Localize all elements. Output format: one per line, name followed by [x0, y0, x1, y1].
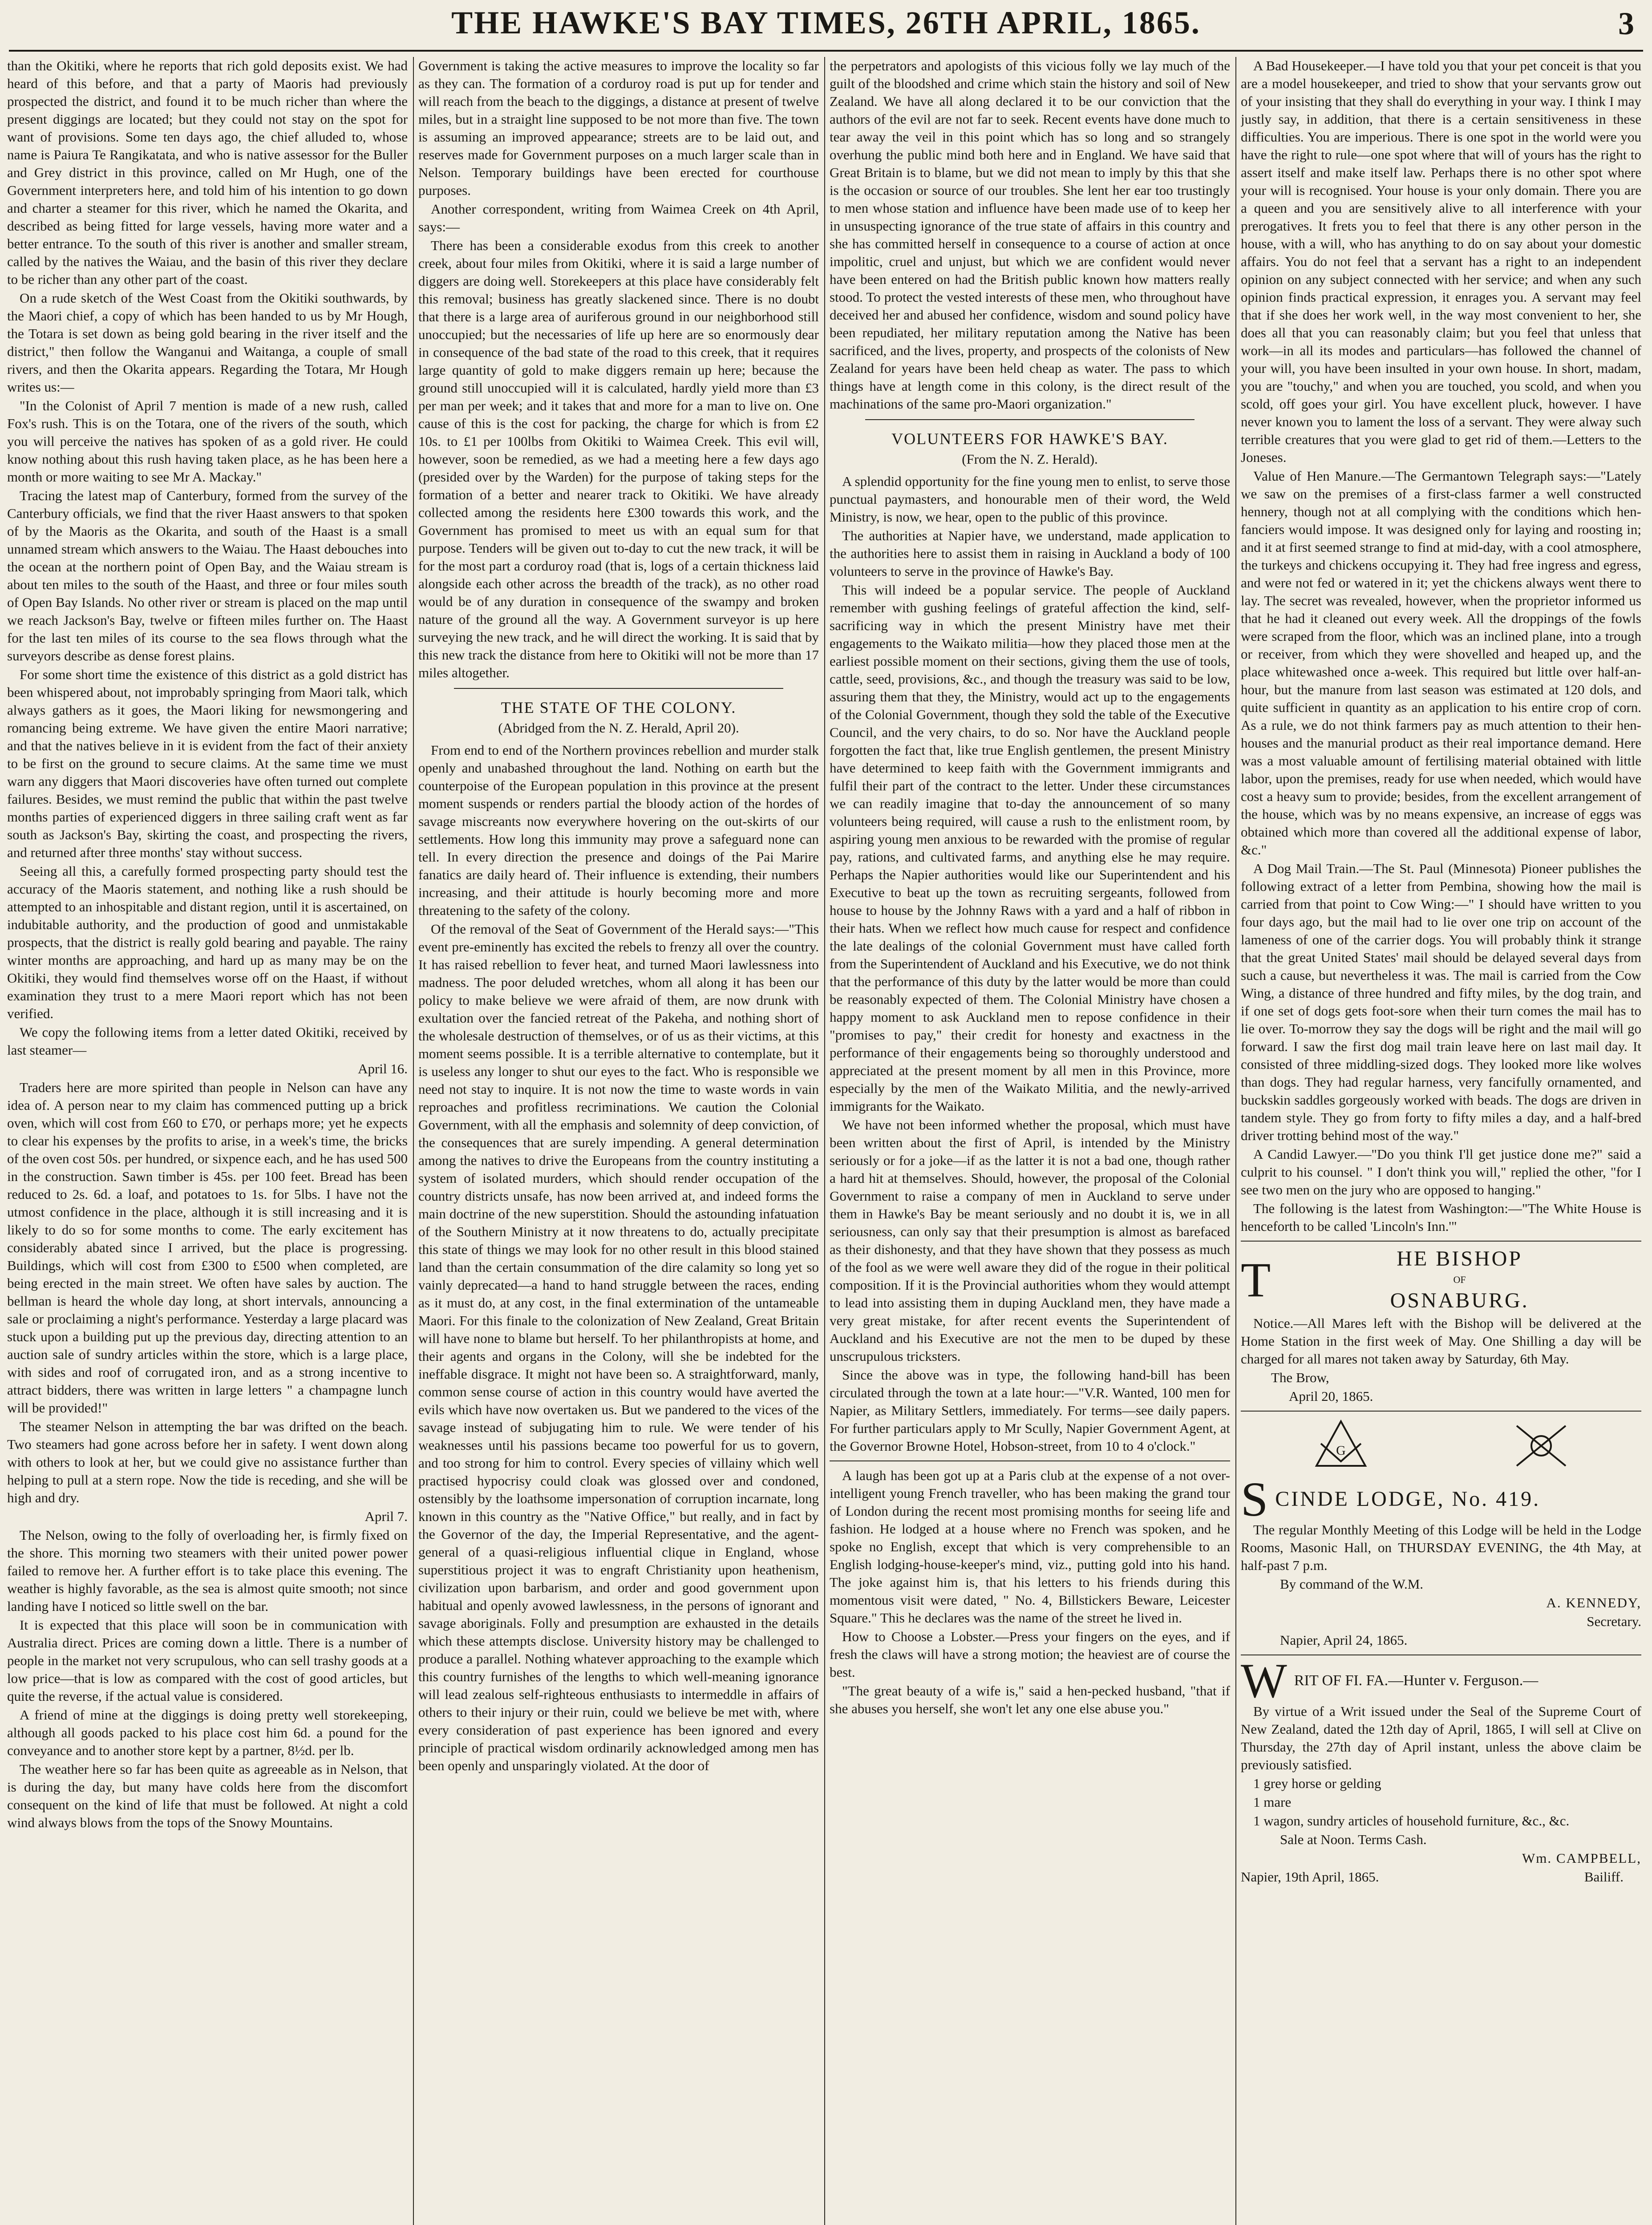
article-paragraph: Seeing all this, a carefully formed prospecting party should test the accuracy of the Maoris statement, and nothing like a rush should be attempted to an inhospitable and distant region, until it is ascertained, on indubitable authority, and the production of good and unmistakable prospects, that the district is really gold bearing and payable. The rainy winter months are approaching, and hard up as many may be on the Okitiki, they would find themselves worse off on the Haast, if without examination they trust to a mere Maori report which has not been verified. [7, 863, 408, 1021]
masthead-rule [9, 50, 1643, 52]
ad-heading-line: RIT OF FI. FA.—Hunter v. Ferguson.— [1294, 1672, 1539, 1689]
column-divider [824, 57, 825, 2225]
masthead [0, 0, 1652, 53]
ad-sale-terms: Sale at Noon. Terms Cash. [1280, 1832, 1427, 1847]
square-and-compass-icon [1308, 1417, 1374, 1475]
drop-cap: T [1241, 1253, 1271, 1307]
article-paragraph: the perpetrators and apologists of this vicious folly we lay much of the guilt of the bloodshed and crime which stain the history and soil of New Zealand. We have all along declared it to be our conviction that the authors of the evil are not far to seek. Recent events have done much to tear away the veil in this point which has so long and so strangely overhung the public mind both here and in England. We have said that Great Britain is to blame, but we did not mean to imply by this that she is the occasion or source of our troubles. She lent her ear too trustingly to men whose station and influence have been made use of to keep her in unsuspecting ignorance of the true state of affairs in this country and she has committed herself in consequence to a course of action at once impolitic, cruel and unjust, but which we are confident would never have been entered on had the British public known how matters really stood. To protect the vested interests of these men, who throughout have deceived her and abused her confidence, wisdom and sound policy have been repudiated, her military reputation among the Native has been sacrificed, and the lives, property, and prospects of the colonists of New Zealand for years have been held cheap as water. The pass to which things have at length come in this colony, is the direct result of the machinations of the same pro-Maori organization." [830, 58, 1230, 412]
letter-date: April 16. [358, 1061, 408, 1076]
section-rule [830, 1460, 1230, 1461]
ad-footer [1241, 1868, 1624, 1886]
column-divider [1235, 57, 1236, 2225]
article-paragraph: The steamer Nelson in attempting the bar was drifted on the beach. Two steamers had gone across before her in safety. I went down along with others to look at her, but we could give no assistance further than helping to pull at a stern rope. Now the tide is receding, and she will be high and dry. [7, 1419, 408, 1505]
ad-list-item: 1 wagon, sundry articles of household furniture, &c., &c. [1253, 1813, 1570, 1829]
ad-heading-of: OF [1453, 1274, 1466, 1285]
drop-cap: S [1241, 1472, 1268, 1526]
article-paragraph: On a rude sketch of the West Coast from the Okitiki southwards, by the Maori chief, a copy of which has been handed to us by Mr Hough, the Totara is set down as being gold bearing in the river itself and the district," then follow the Wanganui and Waitanga, a couple of small rivers, and then the Okarita appears. Regarding the Totara, Mr Hough writes us:— [7, 290, 408, 395]
article-paragraph: This will indeed be a popular service. The people of Auckland remember with gushing feelings of grateful affection the kind, self-sacrificing way in which the present Ministry have met their engagements to the Waikato militia—how they placed those men at the earliest possible moment on their sections, giving them the use of tools, cattle, seed, provisions, &c., and though the treasury was said to be low, assuring them that they, the Ministry, would act up to the engagements of the Colonial Government, though they sold the table of the Executive Council, and the very chairs, to do so. Nor have the Auckland people forgotten the fact that, like true English gentlemen, the present Ministry have determined to keep faith with the Government immigrants and fulfil their part of the contract to the letter. Under these circumstances we can readily imagine that to-day the announcement of so many volunteers being required, will cause a rush to the enlistment room, by aspiring young men anxious to be rewarded with the promise of regular pay, rations, and cultivated farms, and anything else he may require. Perhaps the Napier authorities would like our Superintendent and his Executive to beat up the town as recruiting sergeants, followed from house to house by the Johnny Raws with a yard and a half of ribbon in their hats. When we reflect how much cause for respect and confidence the late dealings of the colonial Government must have called forth from the Superintendent of Auckland and his Executive, we do not think that the performance of this duty by the latter would be more than could be reasonably expected of them. The Colonial Ministry have chosen a happy moment to ask Auckland men to repose confidence in their "promises to pay," their credit for honesty and exactness in the performance of their engagements being so thoroughly understood and appreciated at the present moment by all men in this Province, more especially by the men of the Waikato Militia, and the newly-arrived immigrants for the Waikato. [830, 582, 1230, 1114]
article-paragraph: For some short time the existence of this district as a gold district has been whispered about, not improbably springing from Maori talk, which always gathers as it goes, the Maori liking for newsmongering and romancing being extreme. We have given the entire Maori narrative; and that the natives believe in it is evident from the fact of their anxiety to be first on the ground to secure claims. At the same time we must warn any diggers that Maori discoveries have often turned out complete failures. Besides, we must remind the public that within the past twelve months parties of experienced diggers in three sailing craft went as far south as Jackson's Bay, skirting the coast, and prospecting the rivers, and returned after three months' stay without success. [7, 667, 408, 860]
ad-heading [1241, 1472, 1641, 1526]
ad-heading-line: CINDE LODGE, No. 419. [1275, 1487, 1541, 1511]
advertisement-writ [1241, 1654, 1641, 1886]
square-and-compass-icon [1508, 1417, 1575, 1475]
ad-heading [1241, 1247, 1641, 1313]
ad-list-item: 1 mare [1253, 1794, 1292, 1810]
column-3 [830, 57, 1230, 2225]
ad-date: Napier, April 24, 1865. [1280, 1632, 1408, 1648]
ad-list-item: 1 grey horse or gelding [1253, 1776, 1381, 1791]
ad-heading-line: HE BISHOP [1397, 1247, 1522, 1270]
article-paragraph: A laugh has been got up at a Paris club at the expense of a not over-intelligent young French traveller, who has been making the grand tour of London during the recent most promising months for seeing life and fashion. He lodged at a house where no French was spoken, and he spoke no English, except that which is very comprehensible to an English lodging-house-keeper's mind, viz., putting gold into his hand. The joke against him is, that his letters to his friends during this momentous visit were dated, " No. 4, Billstickers Beware, Leicester Square." This he declares was the name of the street he lived in. [830, 1468, 1230, 1626]
article-paragraph: A Candid Lawyer.—"Do you think I'll get justice done me?" said a culprit to his counsel. " I don't think you will," replied the other, "for I see two men on the jury who are opposed to hanging." [1241, 1146, 1641, 1197]
masonic-emblems [1241, 1417, 1641, 1475]
ad-command: By command of the W.M. [1280, 1576, 1424, 1592]
section-rule [454, 688, 783, 689]
svg-text:G: G [1336, 1443, 1346, 1458]
section-rule [865, 419, 1194, 420]
article-paragraph: Of the removal of the Seat of Government of the Herald says:—"This event pre-eminently has excited the rebels to frenzy all over the country. It has raised rebellion to fever heat, and turned Maori lawlessness into madness. The poor deluded wretches, whom all along it has been our policy to make believe we were afraid of them, are now drunk with exultation over the fancied retreat of the Pakeha, and nothing short of the wholesale destruction of themselves, or of us as their victims, at this moment seems possible. It is a terrible alternative to contemplate, but it is useless any longer to shut our eyes to the fact. Who is responsible we need not stay to inquire. It is not now the time to waste words in vain reproaches and profitless recriminations. We caution the Colonial Government, with all the emphasis and solemnity of deep conviction, of the consequences that are surely impending. A general determination among the natives to drive the Europeans from the country instituting a system of isolated murders, which should render occupation of the country districts unsafe, has now been arrived at, and indeed forms the main doctrine of the new superstition. Should the astounding infatuation of the Southern Ministry at it now threatens to do, actually precipitate this state of things we may look for no other result in this blood stained land than the certain consummation of the dire calamity so long yet so vainly deprecated—a hand to hand struggle between the races, ending as it must do, at any cost, in the final extermination of the untameable Maori. For this finale to the colonization of New Zealand, Great Britain will have none to blame but herself. To her philanthropists at home, and their agents and organs in the Colony, will she be indebted for the ineffable disgrace. It might not have been so. A straightforward, manly, common sense course of action in this country would have averted the evils which have now overtaken us. But we pandered to the vices of the savage instead of subjugating him to rule. We were tender of his weaknesses until his passions became too powerful for us to govern, and too strong for him to control. Every species of villainy which well practised hypocrisy could cloak was glossed over and condoned, ostensibly by the loathsome impersonation of corruption incarnate, long known in this country as the "Native Office," but really, and in fact by the Governor of the day, the Imperial Representative, and the agent-general of a quasi-religious influential clique in England, whose superstitious project it was to engraft Christianity upon heathenism, civilization upon barbarism, and order and good government upon habitual and openly avowed lawlessness, in the persons of ignorant and savage aboriginals. Folly and presumption are exhausted in the details which these attempts disclose. University history may be challenged to produce a parallel. Nothing whatever approaching to the example which this country furnishes of the lengths to which well-meaning ignorance will lead zealous self-righteous enthusiasts to intermeddle in affairs of others to their injury or their ruin, could we believe be met with, where every consideration of past experience has been ignored and every principle of practical wisdom ordinarily acknowledged among men has been openly and unsparingly violated. At the door of [418, 921, 819, 1773]
ad-heading [1241, 1654, 1641, 1708]
ad-role: Secretary. [1587, 1614, 1641, 1629]
article-paragraph: Tracing the latest map of Canterbury, formed from the survey of the Canterbury officials, we find that the river Haast answers to that spoken of by the Maoris as the Okarita, and south of the Haast is a small unnamed stream which answers to the Waiau. The Haast debouches into the ocean at the northern point of Open Bay, and the Waiau stream is about ten miles to the south of the Haast, and three or four miles south of Open Bay Islands. No other river or stream is placed on the map until we reach Jackson's Bay, twelve or fifteen miles further on. The Haast for the last ten miles of its course to the sea flows through what the surveyors describe as dense forest plains. [7, 488, 408, 663]
column-1 [7, 57, 408, 2225]
column-4 [1241, 57, 1641, 2225]
article-paragraph: How to Choose a Lobster.—Press your fingers on the eyes, and if fresh the claws will have a strong motion; the heaviest are of course the best. [830, 1629, 1230, 1680]
article-paragraph: It is expected that this place will soon be in communication with Australia direct. Prices are coming down a little. There is a number of people in the market not very scrupulous, who can sell trashy goods at a low price—that is low as compared with the cost of good articles, but quite the reverse, if the actual value is considered. [7, 1617, 408, 1704]
ad-date: April 20, 1865. [1289, 1388, 1373, 1404]
advertisement-bishop [1241, 1247, 1641, 1405]
masthead-title: THE HAWKE'S BAY TIMES, 26TH APRIL, 1865. [451, 5, 1201, 40]
article-paragraph: The weather here so far has been quite as agreeable as in Nelson, that is during the day, but many have colds here from the discomfort consequent on the kind of life that must be followed. At night a cold wind always blows from the tops of the Snowy Mountains. [7, 1761, 408, 1830]
article-paragraph: Traders here are more spirited than people in Nelson can have any idea of. A person near to my claim has commenced putting up a brick oven, which will cost from £60 to £70, or perhaps more; yet he expects to clear his expenses by the profits to arise, in a week's time, the bricks of the oven cost 50s. per hundred, or sixpence each, and he has used 500 in the construction. Sawn timber is 45s. per 100 feet. Bread has been reduced to 2s. 6d. a loaf, and potatoes to 1s. for 5lbs. I have not the utmost confidence in the place, although it is still increasing and it is likely to do so for some months to come. The early excitement has considerably abated since I arrived, but the place is progressing. Buildings, which will cost from £300 to £500 when completed, are being erected in the main street. We often have sales by auction. The bellman is heard the whole day long, at short intervals, announcing a sale or proclaiming a night's performance. Yesterday a large placard was stuck upon a building put up the previous day, directing attention to an auction sale of sundry articles within the store, which is a large place, with sides and roof of corrugated iron, and as a strong incentive to attract bidders, there was written in large letters " a champagne lunch will be provided!" [7, 1080, 408, 1416]
article-paragraph: Another correspondent, writing from Waimea Creek on 4th April, says:— [418, 201, 819, 235]
article-paragraph: We copy the following items from a letter dated Okitiki, received by last steamer— [7, 1024, 408, 1058]
ad-body: The regular Monthly Meeting of this Lodge will be held in the Lodge Rooms, Masonic Hall, on THURSDAY EVENING, the 4th May, at half-past 7 p.m. [1241, 1522, 1641, 1573]
column-2 [418, 57, 819, 2225]
article-paragraph: A friend of mine at the diggings is doing pretty well storekeeping, although all goods packed to his place cost him 6d. a pound for the conveyance and to another store kept by a partner, 8½d. per lb. [7, 1707, 408, 1758]
article-paragraph: The Nelson, owing to the folly of overloading her, is firmly fixed on the shore. This morning two steamers with their united power power failed to remove her. A further effort is to take place this evening. The weather is highly favorable, as the sea is almost quite smooth; not since landing have I noticed so little swell on the bar. [7, 1527, 408, 1614]
article-paragraph: A splendid opportunity for the fine young men to enlist, to serve those punctual paymasters, and honourable men of their word, the Weld Ministry, is now, we hear, open to the public of this province. [830, 473, 1230, 525]
article-paragraph: "The great beauty of a wife is," said a hen-pecked husband, "that if she abuses you herself, she won't let any one else abuse you." [830, 1683, 1230, 1716]
article-paragraph: A Dog Mail Train.—The St. Paul (Minnesota) Pioneer publishes the following extract of a letter from Pembina, showing how the mail is carried from that point to Cow Wing:—" I should have written to you four days ago, but the mail had to lie over one trip on account of the lameness of one of the carrier dogs. You will probably think it strange that the great United States' mail should be delayed several days from such a cause, but nevertheless it was. The mail is carried from the Cow Wing, a distance of three hundred and fifty miles, by the dog train, and if one set of dogs gets foot-sore when their turn comes the mail has to lie over. To-morrow they say the dogs will be right and the mail will go forward. I saw the first dog mail train leave here on last mail day. It consisted of three middling-sized dogs. They looked more like wolves than dogs. They had regular harness, very fancifully ornamented, and buckskin saddles gorgeously worked with beads. The dogs are driven in tandem style. They go from forty to fifty miles a day, and a half-bred driver trotting behind most of the way." [1241, 861, 1641, 1143]
article-source: (From the N. Z. Herald). [962, 451, 1098, 467]
letter-date: April 7. [364, 1509, 408, 1524]
page-number: 3 [1618, 6, 1634, 41]
article-paragraph: Government is taking the active measures to improve the locality so far as they can. The formation of a corduroy road is put up for tender and will reach from the beach to the diggings, a distance at present of twelve miles, but in a straight line supposed to be not more than five. The town is assuming an improved appearance; streets are to be laid out, and reserves made for Government purposes on a much larger scale than in Nelson. Temporary buildings have been erected for courthouse purposes. [418, 58, 819, 198]
article-paragraph: The following is the latest from Washington:—"The White House is henceforth to be called 'Lincoln's Inn.'" [1241, 1201, 1641, 1234]
drop-cap: W [1241, 1654, 1287, 1708]
ad-rule [1241, 1411, 1641, 1412]
article-paragraph: Since the above was in type, the following hand-bill has been circulated through the town at a late hour:—"V.R. Wanted, 100 men for Napier, as Military Settlers, immediately. For terms—see daily papers. For further particulars apply to Mr Scully, Napier Government Agent, at the Governor Browne Hotel, Hobson-street, from 10 to 4 o'clock." [830, 1367, 1230, 1454]
article-paragraph: From end to end of the Northern provinces rebellion and murder stalk openly and unabashed throughout the land. Nothing on earth but the counterpoise of the European population in this province at the present moment suspends or renders partial the bloody action of the hordes of savage miscreants now everywhere hovering on the out-skirts of our settlements. How long this immunity may prove a safeguard none can tell. In every direction the presence and doings of the Pai Marire fanatics are daily heard of. Their influence is extending, their numbers increasing, and their attitude is hourly becoming more and more threatening to the safety of the colony. [418, 742, 819, 918]
ad-role: Bailiff. [1584, 1869, 1624, 1885]
ad-heading-line: OSNABURG. [1390, 1289, 1529, 1312]
ad-signature: The Brow, [1271, 1370, 1329, 1385]
column-divider [413, 57, 414, 2225]
article-paragraph: than the Okitiki, where he reports that rich gold deposits exist. We had heard of this before, and that a party of Maoris had previously prospected the district, and found it to be much richer than where the present diggings are located; but they could not stay on the spot for want of provisions. Some ten days ago, the chief alluded to, whose name is Paiura Te Rangikatata, and who is native assessor for the Buller and Grey district in this province, called on Mr Hugh, one of the Government interpreters here, and told him of his intention to go down and charter a steamer for this river, which he named the Okarita, and described as being fitted for large vessels, having more water and a better entrance. To the south of this river is another and smaller stream, called by the natives the Waiau, and the basin of this river they declare to be richer than any other part of the coast. [7, 58, 408, 287]
article-headline: VOLUNTEERS FOR HAWKE'S BAY. [891, 430, 1168, 448]
article-paragraph: We have not been informed whether the proposal, which must have been written about the first of April, is intended by the Ministry seriously or for a joke—if as the latter it is not a bad one, though rather a hard hit at themselves. Should, however, the proposal of the Colonial Government to raise a company of men in Auckland to serve under them in Hawke's Bay be meant seriously and no doubt it is, we in all seriousness, can only say that their presumption is almost as barefaced as their dishonesty, and that they have shown that they possess as much of the fool as we were well aware they did of the rogue in their political composition. If it is the Provincial authorities whom they would attempt to lead into assisting them in duping Auckland men, they have made a very great mistake, for after recent events the Superintendent of Auckland and his Executive are not the men to be duped by these unscrupulous tricksters. [830, 1117, 1230, 1364]
ad-rule [1241, 1241, 1641, 1242]
ad-signature: Wm. CAMPBELL, [1522, 1850, 1641, 1866]
article-paragraph: Value of Hen Manure.—The Germantown Telegraph says:—"Lately we saw on the premises of a first-class farmer a well constructed hennery, though not at all complying with the conditions which hen-fanciers would impose. It was designed only for laying and roosting in; and it at first seemed strange to find at mid-day, with a cool atmosphere, the turkeys and chickens occupying it. They had free ingress and egress, and were not fed or watered in it; yet the chickens always went there to lay. The secret was revealed, however, when the proprietor informed us that he had it cleaned out every week. All the droppings of the fowls were scraped from the floor, which was an inclined plane, into a trough or receiver, from which they were shovelled and heaped up, and the place whitewashed once a-week. This required but little over half-an-hour, but the manure from last season was estimated at 120 dols, and quite sufficient in quantity as an application to his entire crop of corn. As a rule, we do not think farmers pay as much attention to their hen-houses and the manurial product as their real importance demand. Here was a most valuable amount of fertilising material obtained with little labor, upon the premises, ready for use when needed, which would have cost a heavy sum to provide; besides, from the excellent arrangement of the house, which was by no means expensive, an increase of eggs was obtained which more than covered all the additional expense of labor, &c." [1241, 468, 1641, 858]
article-paragraph: There has been a considerable exodus from this creek to another creek, about four miles from Okitiki, where it is said a large number of diggers are doing well. Storekeepers at this place have considerably felt this removal; business has greatly slackened since. There is no doubt that there is a large area of auriferous ground in our neighborhood still unoccupied; but the necessaries of life up here are so enormously dear in consequence of the bad state of the road to this creek, that it requires large quantity of gold to make diggers remain up here; because the ground still unoccupied will it is calculated, hardly yield more than £3 per man per week; and it takes that and more for a man to live on. One cause of this is the cost for packing, the charge for which is from £2 10s. to £1 per 100lbs from Okitiki to Waimea Creek. This evil will, however, soon be remedied, as we had a meeting here a few days ago (presided over by the Warden) for the purpose of taking steps for the formation of a better and nearer track to Okitiki. We have already collected among the residents here £300 towards this work, and the Government has promised to meet us with an equal sum for that purpose. Tenders will be given out to-day to cut the new track, it will be for the most part a corduroy road (that is, logs of a certain thickness laid alongside each other across the breadth of the track), as no other road would be of any duration in consequence of the swampy and broken nature of the ground all the way. A Government surveyor is up here surveying the new track, and he will direct the working. It is said that by this new track the distance from here to Okitiki will not be more than 17 miles altogether. [418, 238, 819, 680]
article-headline: THE STATE OF THE COLONY. [501, 699, 737, 716]
ad-body: By virtue of a Writ issued under the Seal of the Supreme Court of New Zealand, dated the 12th day of April, 1865, I will sell at Clive on Thursday, the 27th day of April instant, unless the above claim be previously satisfied. [1241, 1703, 1641, 1772]
ad-body: Notice.—All Mares left with the Bishop will be delivered at the Home Station in the first week of May. One Shilling a day will be charged for all mares not taken away by Saturday, 6th May. [1241, 1315, 1641, 1367]
article-paragraph: The authorities at Napier have, we understand, made application to the authorities here to assist them in raising in Auckland a body of 100 volunteers to serve in the province of Hawke's Bay. [830, 528, 1230, 579]
ad-date: Napier, 19th April, 1865. [1241, 1869, 1379, 1885]
ad-signature: A. KENNEDY, [1546, 1595, 1641, 1610]
article-paragraph: "In the Colonist of April 7 mention is made of a new rush, called Fox's rush. This is on the Totara, one of the rivers of the south, which you will perceive the natives has spoken of as a gold river. He could know nothing about this rush having taken place, as he has been here a month or more waiting to see Mr A. Mackay." [7, 398, 408, 485]
advertisement-lodge [1241, 1472, 1641, 1649]
article-source: (Abridged from the N. Z. Herald, April 20). [498, 720, 739, 736]
article-paragraph: A Bad Housekeeper.—I have told you that your pet conceit is that you are a model housekeeper, and tried to show that your servants grow out of your insisting that they shall do everything in your way. I think I may justly say, in addition, that there is a certain sensitiveness in these difficulties. You are imperious. There is one spot in the world were you have the right to rule—one spot where that will of yours has the right to assert itself and make itself law. Perhaps there is no other spot where your will is recognised. Your house is your only domain. There you are a queen and you are sensitively alive to all interference with your prerogatives. It frets you to feel that there is any other person in the house, with a will, who has anything to do on say about your domestic affairs. You do not feel that a servant has a right to an independent opinion on any subject connected with her service; and when any such opinion finds practical expression, it enrages you. A servant may feel that if she does her work well, in the way most convenient to her, she does all that you can reasonably claim; but you feel that unless that work—in all its modes and particulars—has followed the channel of your will, you have been insulted in your own house. In short, madam, you are "touchy," and when you are touched, you scold, and when you scold, off goes your girl. You have excellent pluck, however. I have never known you to lament the loss of a servant. They were alway such terrible creatures that you were glad to get rid of them.—Letters to the Joneses. [1241, 58, 1641, 465]
